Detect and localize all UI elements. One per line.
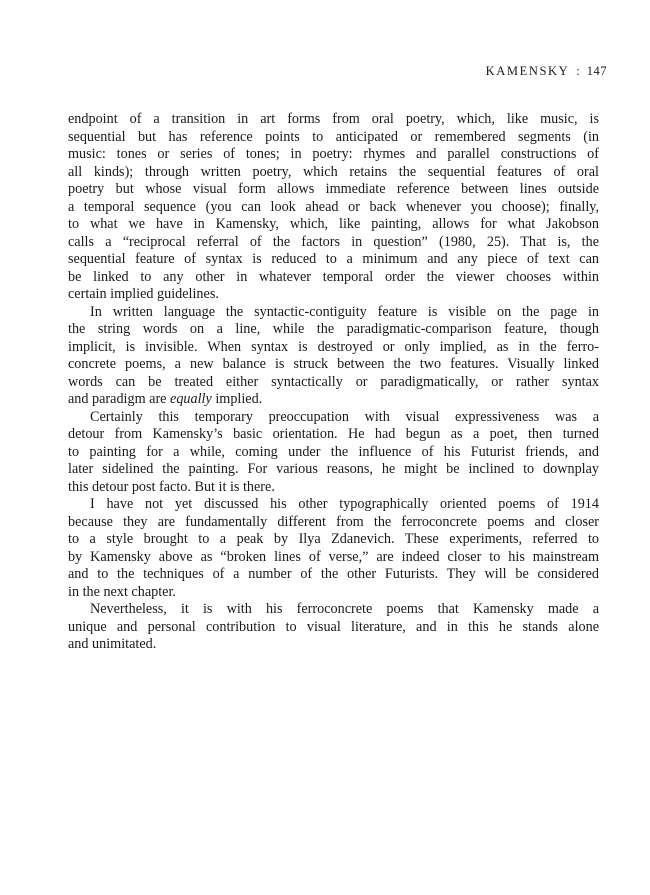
page-number: 147 bbox=[586, 64, 607, 78]
text-line: to what we have in Kamensky, which, like painting, allows for what Jakobson bbox=[68, 216, 599, 232]
text-line: In written language the syntactic-contiguity feature is visible on the page in bbox=[90, 303, 599, 320]
body-text bbox=[68, 111, 599, 654]
running-head-separator: : bbox=[576, 64, 580, 78]
text-line: in the next chapter. bbox=[68, 583, 176, 600]
text-line: the string words on a line, while the paradigmatic-comparison feature, though bbox=[68, 321, 599, 337]
emphasis: equally bbox=[170, 391, 212, 407]
running-head bbox=[486, 64, 607, 79]
text-line: to painting for a while, coming under the influence of his Futurist friends, and bbox=[68, 443, 599, 460]
text-line: this detour post facto. But it is there. bbox=[68, 478, 275, 495]
text-line: sequential but has reference points to anticipated or remembered segments (in bbox=[68, 128, 599, 145]
text-line: implicit, is invisible. When syntax is destroyed or only implied, as in the ferro- bbox=[68, 338, 599, 355]
text-line: and to the techniques of a number of the other Futurists. They will be considered bbox=[68, 566, 599, 582]
text-line: be linked to any other in whatever temporal order the viewer chooses within bbox=[68, 268, 599, 285]
text-line: certain implied guidelines. bbox=[68, 286, 219, 302]
text-segment: and paradigm are bbox=[68, 391, 171, 407]
text-line bbox=[68, 391, 599, 409]
text-line: calls a “reciprocal referral of the factors in question” (1980, 25). That is, the bbox=[68, 233, 599, 250]
text-line: endpoint of a transition in art forms from oral poetry, which, like music, is bbox=[68, 111, 599, 127]
text-line: poetry but whose visual form allows immediate reference between lines outside bbox=[68, 181, 599, 197]
text-line: because they are fundamentally different from the ferroconcrete poems and closer bbox=[68, 513, 599, 530]
running-title: KAMENSKY bbox=[485, 64, 570, 78]
text-line: by Kamensky above as “broken lines of verse,” are indeed closer to his mainstream bbox=[68, 548, 599, 565]
text-line: to a style brought to a peak by Ilya Zdanevich. These experiments, referred to bbox=[68, 531, 599, 547]
text-line: words can be treated either syntactically or paradigmatically, or rather syntax bbox=[68, 373, 599, 390]
text-line: music: tones or series of tones; in poetry: rhymes and parallel constructions of bbox=[68, 146, 599, 162]
text-line: later sidelined the painting. For various reasons, he might be inclined to downplay bbox=[68, 461, 599, 477]
text-line: unique and personal contribution to visual literature, and in this he stands alone bbox=[68, 618, 599, 635]
text-segment: implied. bbox=[211, 391, 263, 407]
text-line: and unimitated. bbox=[68, 636, 157, 652]
text-line: detour from Kamensky’s basic orientation. He had begun as a poet, then turned bbox=[68, 426, 599, 442]
text-line: concrete poems, a new balance is struck between the two features. Visually linked bbox=[68, 356, 599, 372]
text-line: all kinds); through written poetry, which retains the sequential features of oral bbox=[68, 163, 599, 180]
text-line: Nevertheless, it is with his ferroconcrete poems that Kamensky made a bbox=[90, 601, 599, 617]
text-line: Certainly this temporary preoccupation with visual expressiveness was a bbox=[90, 408, 599, 425]
text-line: a temporal sequence (you can look ahead or back whenever you choose); finally, bbox=[68, 198, 599, 215]
text-line: sequential feature of syntax is reduced to a minimum and any piece of text can bbox=[68, 251, 599, 267]
text-line: I have not yet discussed his other typographically oriented poems of 1914 bbox=[90, 496, 599, 512]
